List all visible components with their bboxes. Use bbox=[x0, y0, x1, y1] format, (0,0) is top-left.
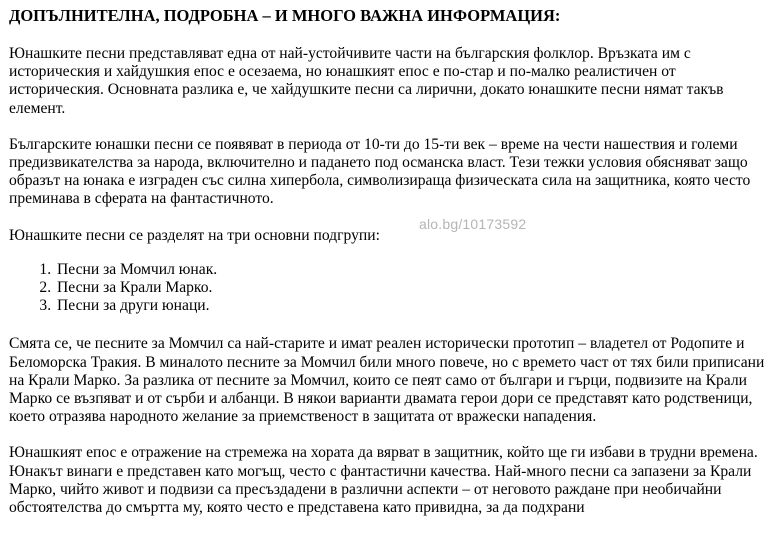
list-item: 1. Песни за Момчил юнак. bbox=[55, 261, 765, 279]
subgroup-list bbox=[9, 261, 765, 316]
watermark-text: alo.bg/10173592 bbox=[419, 216, 527, 232]
list-item: 3. Песни за други юнаци. bbox=[55, 297, 765, 315]
paragraph-subgroups: Юнашките песни се разделят на три основни подгрупи: bbox=[9, 226, 380, 244]
document-heading: ДОПЪЛНИТЕЛНА, ПОДРОБНА – И МНОГО ВАЖНА ИНФОРМАЦИЯ: bbox=[9, 6, 561, 25]
paragraph-history: Българските юнашки песни се появяват в периода от 10-ти до 15-ти век – време на чести нашествия и големи предизвикателства за народа, включително и падането под османска власт. Тези тежки условия обясняват защо образът на юнака е изграден със силна хипербола, символизираща физическата сила на защитника, която често преминава в сферата на фантастичното. bbox=[9, 135, 751, 208]
paragraph-momchil: Смята се, че песните за Момчил са най-старите и имат реален исторически прототип – владетел от Родопите и Беломорска Тракия. В миналото песните за Момчил били много повече, но с времето част от тях били приписани на Крали Марко. За разлика от песните за Момчил, които се пеят само от българи и гърци, подвизите на Крали Марко се възпяват и от сърби и албанци. В някои варианти двамата герои дори се представят като родственици, което отразява народното желание за приемственост в защитата от вражески нападения. bbox=[9, 335, 765, 426]
paragraph-epos: Юнашкият епос е отражение на стремежа на хората да вярват в защитник, който ще ги избави в трудни времена. Юнакът винаги е представен като могъщ, често с фантастични качества. Най-много песни са запазени за Крали Марко, чийто живот и подвизи са пресъздадени в различни аспекти – от неговото раждане при необичайни обстоятелства до смъртта му, която често е представена като привидна, за да подхрани bbox=[9, 444, 758, 517]
document-page bbox=[9, 6, 765, 535]
paragraph-intro: Юнашките песни представляват една от най-устойчивите части на българския фолклор. Връзката им с историческия и хайдушкия епос е осезаема, но юнашкият епос е по-стар и по-малко реалистичен от историческия. Основната разлика е, че хайдушките песни са лирични, докато юнашките песни нямат такъв елемент. bbox=[9, 45, 724, 117]
list-item: 2. Песни за Крали Марко. bbox=[55, 279, 765, 297]
